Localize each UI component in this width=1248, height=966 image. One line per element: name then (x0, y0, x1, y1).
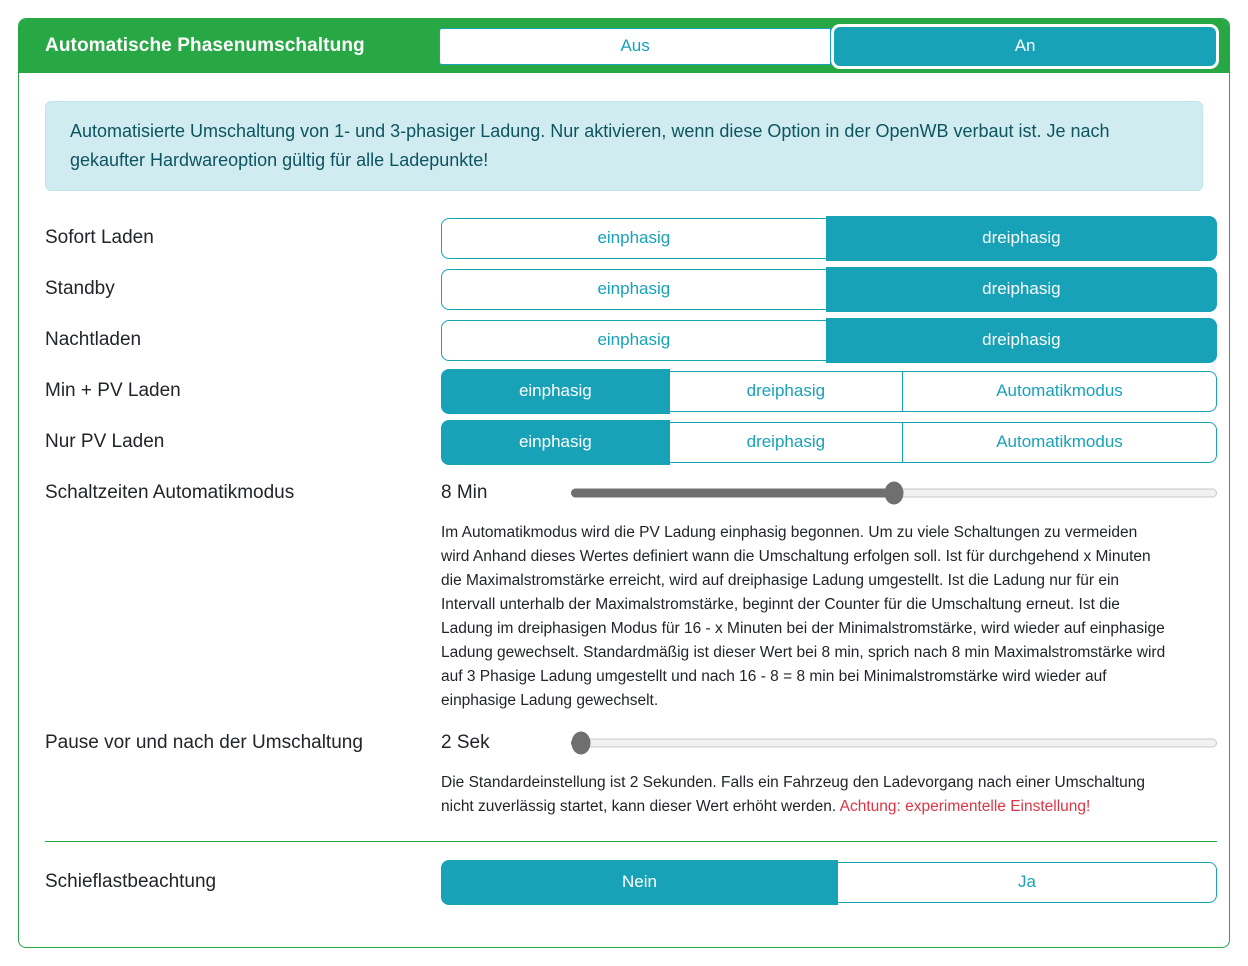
pause-description-text: Die Standardeinstellung ist 2 Sekunden. Falls ein Fahrzeug den Ladevorgang nach einer Umschaltung nicht zuverlässig startet, kann dieser Wert erhöht werden. (441, 773, 1145, 815)
nur-pv-einphasig-button[interactable]: einphasig (441, 420, 670, 465)
warning-text: Achtung: experimentelle Einstellung! (839, 797, 1091, 815)
nur-pv-automatikmodus-button[interactable]: Automatikmodus (902, 422, 1217, 463)
setting-row-standby (45, 269, 1217, 310)
info-alert: Automatisierte Umschaltung von 1- und 3-phasiger Ladung. Nur aktivieren, wenn diese Option in der OpenWB verbaut ist. Je nach gekaufter Hardwareoption gültig für alle Ladepunkte! (45, 101, 1203, 191)
nachtladen-button-group (441, 320, 1217, 361)
setting-label: Nachtladen (45, 329, 142, 351)
schaltzeiten-slider[interactable] (571, 481, 1217, 505)
setting-label: Standby (45, 278, 115, 300)
pause-description (441, 771, 1167, 819)
schieflast-nein-button[interactable]: Nein (441, 860, 838, 905)
slider-handle[interactable] (571, 731, 590, 754)
setting-row-nachtladen (45, 320, 1217, 361)
min-pv-einphasig-button[interactable]: einphasig (441, 369, 670, 414)
divider (45, 841, 1217, 842)
standby-dreiphasig-button[interactable]: dreiphasig (826, 267, 1217, 312)
header-toggle-group (439, 28, 1219, 65)
setting-label: Pause vor und nach der Umschaltung (45, 731, 363, 753)
nachtladen-einphasig-button[interactable]: einphasig (441, 320, 827, 361)
schaltzeiten-value: 8 Min (441, 481, 488, 503)
pause-value: 2 Sek (441, 731, 490, 753)
setting-row-pause (45, 729, 1217, 757)
min-pv-dreiphasig-button[interactable]: dreiphasig (669, 371, 903, 412)
standby-button-group (441, 269, 1217, 310)
phase-switching-card (18, 18, 1230, 948)
slider-handle[interactable] (885, 481, 904, 504)
setting-row-min-pv-laden (45, 371, 1217, 412)
setting-row-schaltzeiten (45, 479, 1217, 507)
schaltzeiten-description: Im Automatikmodus wird die PV Ladung einphasig begonnen. Um zu viele Schaltungen zu vermeiden wird Anhand dieses Wertes definiert wann die Umschaltung erfolgen soll. Ist für durchgehend x Minuten die Maximalstromstärke erreicht, wird auf dreiphasige Ladung umgestellt. Ist die Ladung nur für ein Intervall unterhalb der Maximalstromstärke, beginnt der Counter für die Umschaltung erneut. Ist die Ladung im dreiphasigen Modus für 16 - x Minuten bei der Minimalstromstärke, wird wieder auf einphasige Ladung gewechselt. Standardmäßig ist dieser Wert bei 8 min, sprich nach 8 min Maximalstromstärke wird auf 3 Phasige Ladung umgestellt und nach 16 - 8 = 8 min bei Minimalstromstärke wird wieder auf einphasige Ladung gewechselt. (441, 523, 1166, 709)
toggle-aus-button[interactable]: Aus (439, 28, 831, 65)
standby-einphasig-button[interactable]: einphasig (441, 269, 827, 310)
schieflast-ja-button[interactable]: Ja (837, 862, 1217, 903)
card-header (19, 19, 1229, 73)
pause-slider[interactable] (571, 731, 1217, 755)
setting-label: Schaltzeiten Automatikmodus (45, 481, 295, 503)
setting-row-schieflast (45, 862, 1217, 903)
sofort-laden-dreiphasig-button[interactable]: dreiphasig (826, 216, 1217, 261)
nur-pv-dreiphasig-button[interactable]: dreiphasig (669, 422, 903, 463)
slider-track (571, 738, 1217, 747)
sofort-laden-einphasig-button[interactable]: einphasig (441, 218, 827, 259)
nachtladen-dreiphasig-button[interactable]: dreiphasig (826, 318, 1217, 363)
card-body (19, 73, 1229, 947)
toggle-an-button[interactable]: An (831, 24, 1219, 69)
card-title: Automatische Phasenumschaltung (45, 35, 365, 56)
min-pv-laden-button-group (441, 371, 1217, 412)
setting-label: Schieflastbeachtung (45, 871, 217, 893)
min-pv-automatikmodus-button[interactable]: Automatikmodus (902, 371, 1217, 412)
setting-label: Sofort Laden (45, 227, 154, 249)
nur-pv-laden-button-group (441, 422, 1217, 463)
schieflast-button-group (441, 862, 1217, 903)
setting-label: Min + PV Laden (45, 380, 181, 402)
setting-row-sofort-laden (45, 218, 1217, 259)
slider-fill (571, 488, 894, 497)
setting-label: Nur PV Laden (45, 431, 165, 453)
sofort-laden-button-group (441, 218, 1217, 259)
setting-row-nur-pv-laden (45, 422, 1217, 463)
